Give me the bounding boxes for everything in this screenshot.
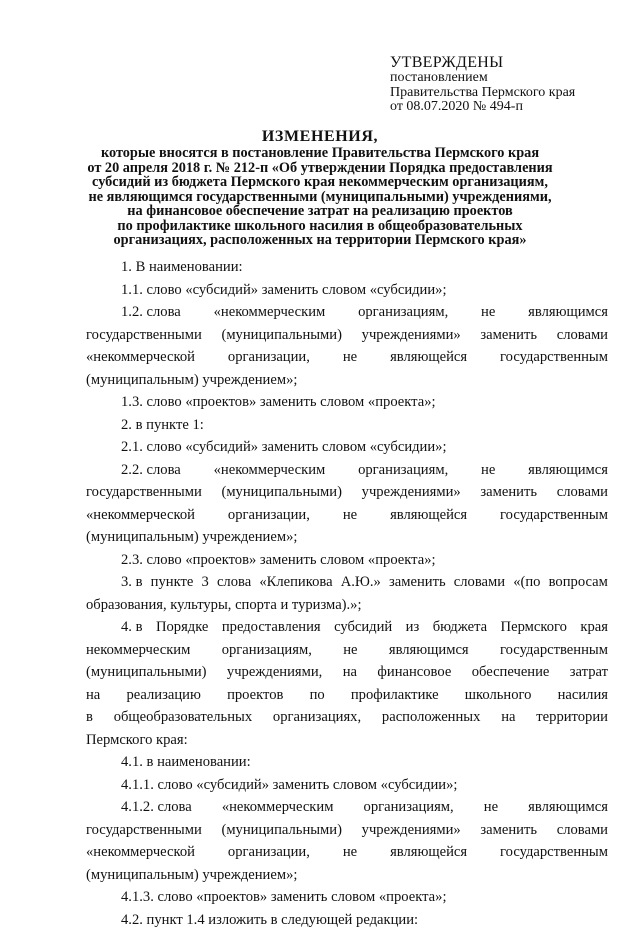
body-word: на <box>86 687 100 710</box>
body-line-justified <box>86 462 608 485</box>
body-word: учреждениями, <box>227 664 322 687</box>
body-word: государственным <box>500 844 608 867</box>
body-word: не <box>343 642 357 665</box>
body-word: являющейся <box>390 507 467 530</box>
body-line: образования, культуры, спорта и туризма).»; <box>86 597 608 620</box>
approval-heading: УТВЕРЖДЕНЫ <box>390 55 575 71</box>
body-line: (муниципальным) учреждением»; <box>86 867 608 890</box>
body-word: государственным <box>500 349 608 372</box>
body-word: школьного <box>465 687 532 710</box>
body-line: 1. В наименовании: <box>86 259 608 282</box>
body-word: 3 <box>201 574 208 597</box>
body-word: государственным <box>500 507 608 530</box>
body-line-justified <box>86 687 608 710</box>
body-word: затрат <box>570 664 608 687</box>
body-word: (муниципальными) <box>221 822 342 845</box>
body-word: словами <box>557 484 608 507</box>
body-word: учреждениями» <box>362 327 461 350</box>
body-word: Пермского <box>501 619 567 642</box>
body-word: «(по <box>513 574 540 597</box>
body-word: «некоммерческой <box>86 507 195 530</box>
body-word: заменить <box>480 484 537 507</box>
body-word: являющейся <box>390 844 467 867</box>
body-word: финансовое <box>377 664 451 687</box>
body-word: вопросам <box>549 574 608 597</box>
approval-line: постановлением <box>390 71 575 86</box>
body-word: не <box>343 349 357 372</box>
body-word: не <box>343 844 357 867</box>
body-line-justified <box>86 619 608 642</box>
body-line-justified <box>86 799 608 822</box>
subtitle-line: не являющимся государственными (муниципальными) учреждениями, <box>80 190 560 205</box>
body-word: организациям, <box>358 304 448 327</box>
body-word: на <box>501 709 515 732</box>
body-word: учреждениями» <box>362 822 461 845</box>
body-word: по <box>310 687 325 710</box>
body-word: организациям, <box>364 799 454 822</box>
body-word: предоставления <box>222 619 321 642</box>
body-word: не <box>343 507 357 530</box>
body-word: из <box>406 619 420 642</box>
body-word: заменить <box>480 327 537 350</box>
approval-line: Правительства Пермского края <box>390 86 575 101</box>
body-word: являющимся <box>528 462 608 485</box>
body-word: государственным <box>500 642 608 665</box>
body-word: «некоммерческим <box>222 799 334 822</box>
body-word: края <box>580 619 608 642</box>
body-word: словами <box>557 327 608 350</box>
body-word: реализацию <box>126 687 200 710</box>
body-word: учреждениями» <box>362 484 461 507</box>
body-word: организациям, <box>358 462 448 485</box>
body-word: «Клепикова <box>259 574 332 597</box>
body-word: не <box>481 462 495 485</box>
document-subtitle <box>80 146 560 248</box>
body-word: государственными <box>86 822 202 845</box>
subtitle-line: от 20 апреля 2018 г. № 212-п «Об утверждении Порядка предоставления <box>80 161 560 176</box>
document-body <box>86 259 608 934</box>
body-line-justified <box>86 349 608 372</box>
subtitle-line: на финансовое обеспечение затрат на реализацию проектов <box>80 204 560 219</box>
body-word: обеспечение <box>472 664 550 687</box>
body-line: 4.1.1. слово «субсидий» заменить словом «субсидии»; <box>86 777 608 800</box>
body-word: А.Ю.» <box>341 574 381 597</box>
body-word: пункте <box>151 574 194 597</box>
body-word: общеобразовательных <box>114 709 252 732</box>
body-word: 4.1.2. слова <box>121 799 192 822</box>
body-word: субсидий <box>334 619 392 642</box>
body-line: 4.2. пункт 1.4 изложить в следующей редакции: <box>86 912 608 934</box>
body-word: бюджета <box>433 619 487 642</box>
body-word: словами <box>557 822 608 845</box>
body-word: «некоммерческой <box>86 844 195 867</box>
body-line-justified <box>86 642 608 665</box>
body-line: 1.3. слово «проектов» заменить словом «проекта»; <box>86 394 608 417</box>
body-line-justified <box>86 304 608 327</box>
approval-line: от 08.07.2020 № 494-п <box>390 100 575 115</box>
body-word: проектов <box>227 687 283 710</box>
body-line-justified <box>86 664 608 687</box>
body-line: 4.1.3. слово «проектов» заменить словом «проекта»; <box>86 889 608 912</box>
body-word: организации, <box>228 844 310 867</box>
subtitle-line: организациях, расположенных на территории Пермского края» <box>80 233 560 248</box>
body-word: словами <box>454 574 505 597</box>
body-word: некоммерческим <box>86 642 190 665</box>
body-word: в <box>86 709 93 732</box>
body-word: насилия <box>558 687 608 710</box>
body-word: организациях, <box>273 709 361 732</box>
body-word: 3. в <box>121 574 143 597</box>
body-line: 2. в пункте 1: <box>86 417 608 440</box>
body-line: Пермского края: <box>86 732 608 755</box>
document-title: ИЗМЕНЕНИЯ, <box>0 128 640 146</box>
body-word: не <box>481 304 495 327</box>
body-word: Порядке <box>156 619 208 642</box>
body-word: организации, <box>228 507 310 530</box>
body-line-justified <box>86 844 608 867</box>
subtitle-line: которые вносятся в постановление Правительства Пермского края <box>80 146 560 161</box>
body-word: слова <box>217 574 251 597</box>
body-word: заменить <box>389 574 446 597</box>
body-line-justified <box>86 822 608 845</box>
body-line: 2.3. слово «проектов» заменить словом «проекта»; <box>86 552 608 575</box>
body-word: организации, <box>228 349 310 372</box>
body-line-justified <box>86 327 608 350</box>
body-line: 4.1. в наименовании: <box>86 754 608 777</box>
body-word: (муниципальными) <box>221 484 342 507</box>
body-line-justified <box>86 484 608 507</box>
body-word: расположенных <box>382 709 480 732</box>
body-word: 1.2. слова <box>121 304 181 327</box>
body-word: являющейся <box>390 349 467 372</box>
body-word: не <box>484 799 498 822</box>
approval-stamp <box>390 55 575 115</box>
body-line: (муниципальным) учреждением»; <box>86 529 608 552</box>
body-word: «некоммерческим <box>214 304 326 327</box>
body-word: 2.2. слова <box>121 462 181 485</box>
body-word: «некоммерческим <box>214 462 326 485</box>
body-line: 1.1. слово «субсидий» заменить словом «субсидии»; <box>86 282 608 305</box>
body-word: профилактике <box>351 687 439 710</box>
body-word: (муниципальными) <box>86 664 207 687</box>
body-line-justified <box>86 709 608 732</box>
body-word: «некоммерческой <box>86 349 195 372</box>
body-line: 2.1. слово «субсидий» заменить словом «субсидии»; <box>86 439 608 462</box>
body-word: организациям, <box>222 642 312 665</box>
subtitle-line: субсидий из бюджета Пермского края некоммерческим организациям, <box>80 175 560 190</box>
body-line-justified <box>86 507 608 530</box>
body-line: (муниципальным) учреждением»; <box>86 372 608 395</box>
body-word: являющимся <box>389 642 469 665</box>
subtitle-line: по профилактике школьного насилия в общеобразовательных <box>80 219 560 234</box>
body-word: (муниципальными) <box>221 327 342 350</box>
body-word: государственными <box>86 327 202 350</box>
body-word: территории <box>536 709 608 732</box>
body-word: государственными <box>86 484 202 507</box>
body-word: 4. в <box>121 619 143 642</box>
body-word: заменить <box>480 822 537 845</box>
body-word: являющимся <box>528 304 608 327</box>
body-word: являющимся <box>528 799 608 822</box>
body-line-justified <box>86 574 608 597</box>
body-word: на <box>343 664 357 687</box>
